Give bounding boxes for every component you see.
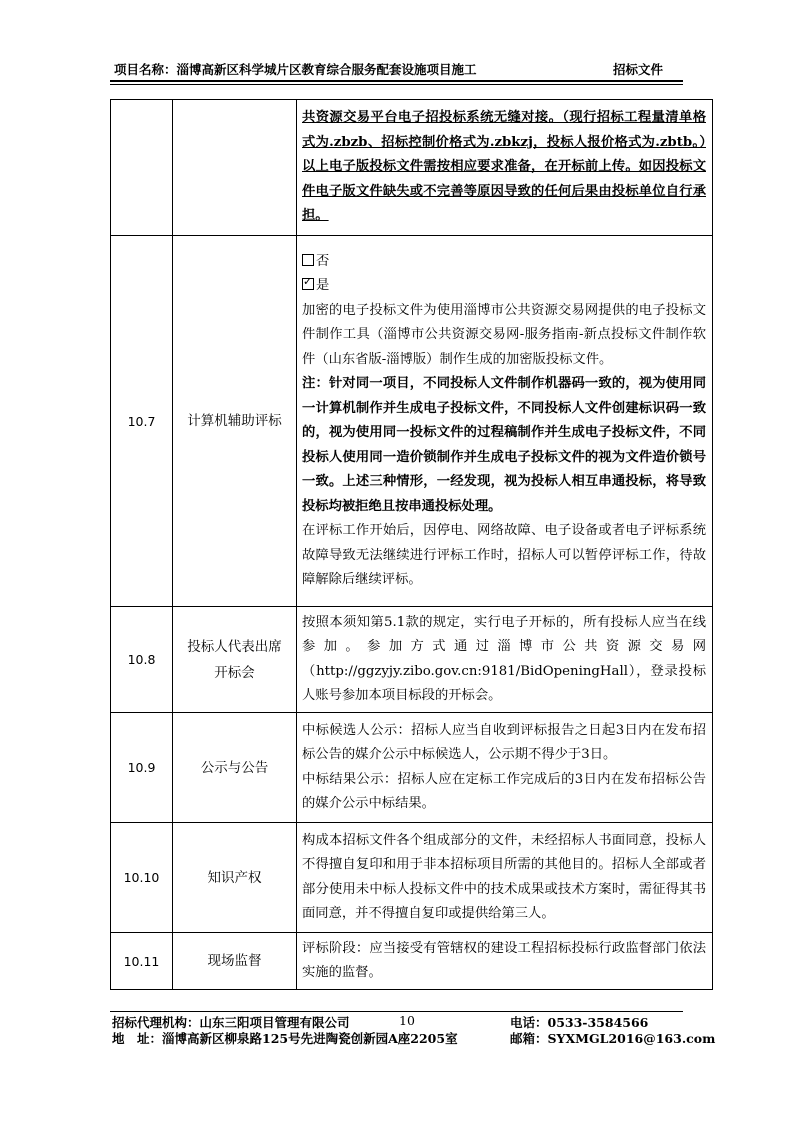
option-no: 否: [302, 250, 706, 275]
clause-content: 构成本招标文件各个组成部分的文件，未经招标人书面同意，投标人不得擅自复印和用于非本招标项目所需的其他目的。招标人全部或者部分使用未中标人投标文件中的技术成果或技术方案时，需征得其书面同意，并不得擅自复印或提供给第三人。: [297, 823, 713, 933]
table-row: [111, 933, 713, 990]
clause-number: 10.10: [111, 823, 173, 933]
paragraph: 在评标工作开始后，因停电、网络故障、电子设备或者电子评标系统故障导致无法继续进行评标工作时，招标人可以暂停评标工作，待故障解除后继续评标。: [302, 523, 706, 587]
clause-content: [297, 713, 713, 823]
clause-content: [297, 100, 713, 236]
document-type: 招标文件: [612, 62, 663, 77]
clause-content: 按照本须知第5.1款的规定，实行电子开标的，所有投标人应当在线参加。参加方式通过淄博市公共资源交易网（http://ggzyjy.zibo.gov.cn:9181/BidOpeningHall），登录投标人账号参加本项目标段的开标会。: [297, 607, 713, 713]
continued-text: 共资源交易平台电子招投标系统无缝对接。（现行招标工程量清单格式为.zbzb、招标控制价格式为.zbkzj，投标人报价格式为.zbtb。）以上电子版投标文件需按相应要求准备，在开标前上传。如因投标文件电子版文件缺失或不完善等原因导致的任何后果由投标单位自行承担。: [302, 110, 706, 224]
clause-content: [297, 236, 713, 607]
paragraph: 中标结果公示：招标人应在定标工作完成后的3日内在发布招标公告的媒介公示中标结果。: [302, 771, 706, 811]
footer-rule: [110, 1011, 683, 1012]
header-rule-thin: [110, 84, 683, 85]
option-yes: ✓是: [302, 274, 706, 299]
clause-name: 现场监督: [173, 933, 297, 990]
project-name: 项目名称：淄博高新区科学城片区教育综合服务配套设施项目施工: [114, 62, 477, 77]
phone: 电话：0533-3584566: [510, 1015, 649, 1030]
table-row: [111, 823, 713, 933]
clause-number: [111, 100, 173, 236]
clause-name: 知识产权: [173, 823, 297, 933]
clause-number: 10.11: [111, 933, 173, 990]
clause-number: 10.8: [111, 607, 173, 713]
clause-number: 10.9: [111, 713, 173, 823]
header-rule: [110, 80, 683, 82]
page-header: [110, 56, 683, 80]
note-paragraph: 注：针对同一项目，不同投标人文件制作机器码一致的，视为使用同一计算机制作并生成电子投标文件，不同投标人文件创建标识码一致的，视为使用同一投标文件的过程稿制作并生成电子投标文件，不同投标人使用同一造价锁制作并生成电子投标文件的视为文件造价锁号一致。上述三种情形，一经发现，视为投标人相互串通投标，将导致投标均被拒绝且按串通投标处理。: [302, 376, 706, 514]
checkbox-checked-icon: [302, 278, 314, 290]
table-row: [111, 236, 713, 607]
clause-name: 公示与公告: [173, 713, 297, 823]
checkbox-unchecked-icon: [302, 254, 314, 266]
bidder-notice-table: [110, 99, 713, 990]
clause-content: 评标阶段：应当接受有管辖权的建设工程招标投标行政监督部门依法实施的监督。: [297, 933, 713, 990]
paragraph: 加密的电子投标文件为使用淄博市公共资源交易网提供的电子投标文件制作工具（淄博市公共资源交易网-服务指南-新点投标文件制作软件（山东省版-淄博版）制作生成的加密版投标文件。: [302, 302, 706, 367]
clause-number: 10.7: [111, 236, 173, 607]
email: 邮箱：SYXMGL2016@163.com: [510, 1031, 716, 1046]
clause-name: 计算机辅助评标: [173, 236, 297, 607]
paragraph: 中标候选人公示：招标人应当自收到评标报告之日起3日内在发布招标公告的媒介公示中标候选人，公示期不得少于3日。: [302, 722, 706, 762]
table-row: [111, 713, 713, 823]
page-number: 10: [399, 1013, 415, 1028]
table-row: [111, 607, 713, 713]
table-row: [111, 100, 713, 236]
agency-name: 招标代理机构：山东三阳项目管理有限公司: [112, 1015, 350, 1030]
clause-name: [173, 100, 297, 236]
address: 地 址：淄博高新区柳泉路125号先进陶瓷创新园A座2205室: [112, 1031, 458, 1046]
clause-name: 投标人代表出席开标会: [173, 607, 297, 713]
